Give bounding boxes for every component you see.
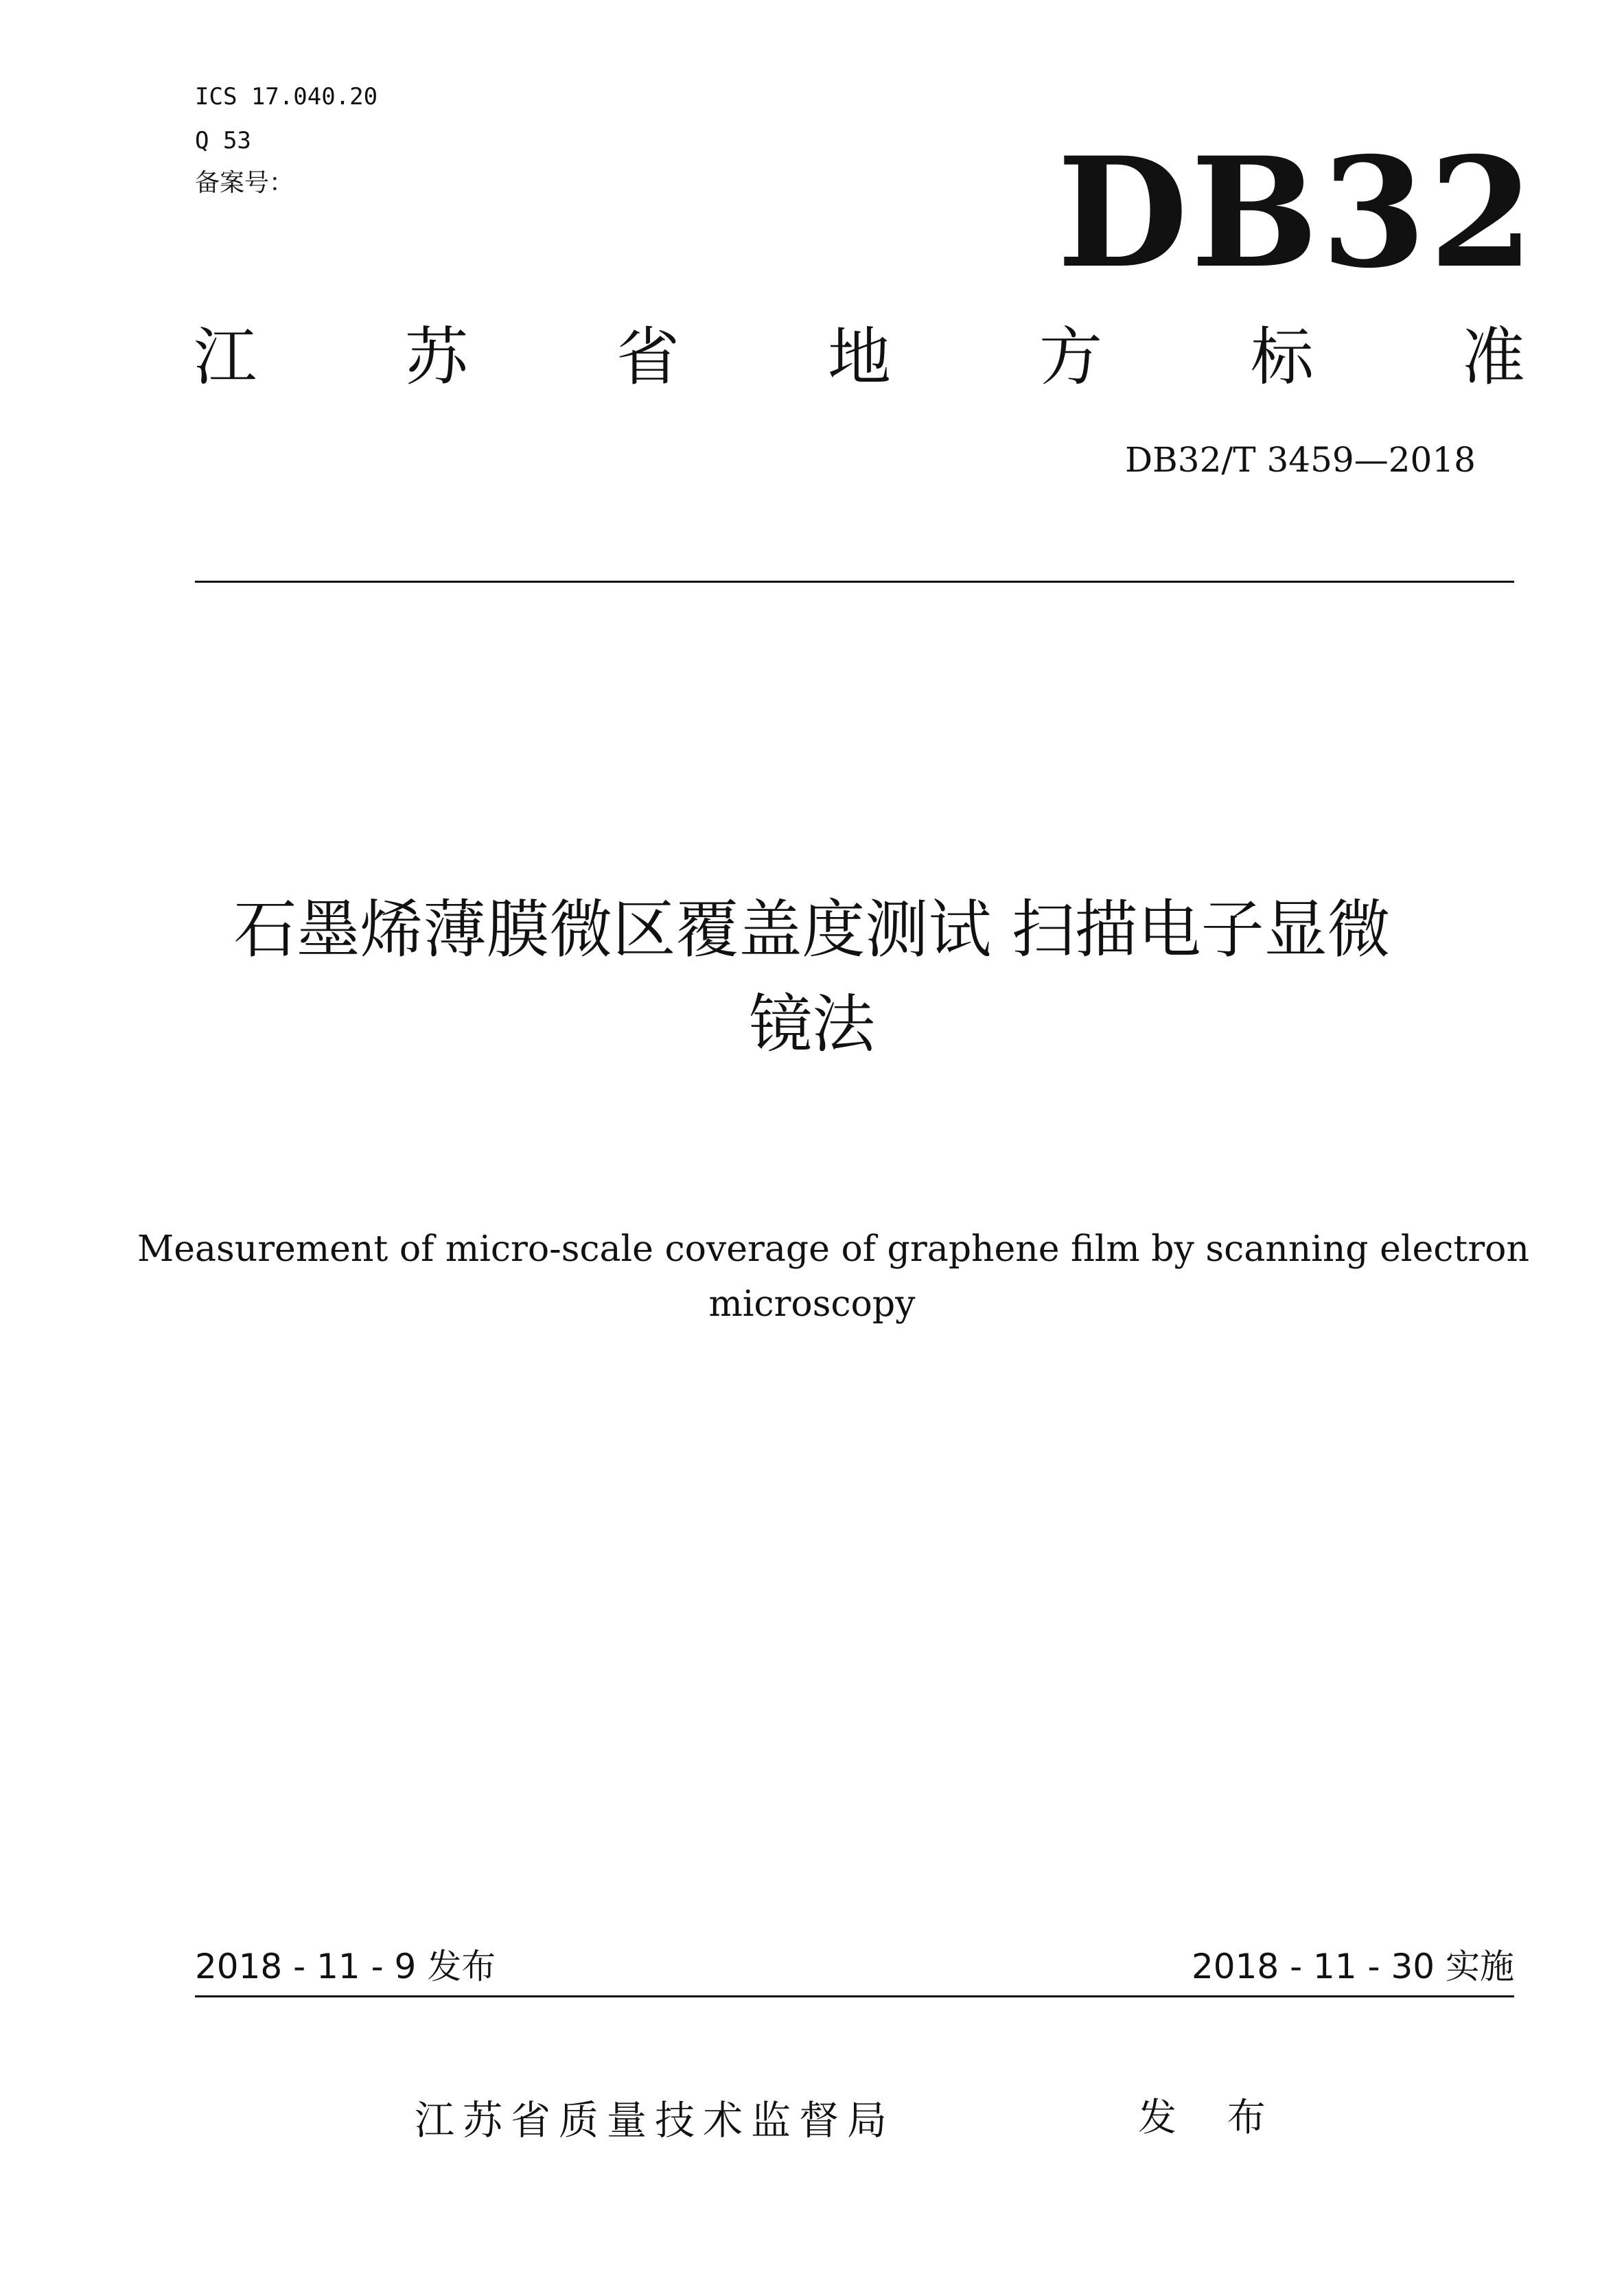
db-code-mark: DB32 bbox=[1057, 124, 1537, 301]
standard-type-char: 江 bbox=[194, 321, 257, 394]
standard-type-char: 方 bbox=[1039, 321, 1102, 394]
bottom-divider bbox=[195, 1995, 1514, 1997]
english-title bbox=[137, 1222, 1529, 1332]
implementation-date: 2018 - 11 - 30 实施 bbox=[1191, 1947, 1514, 1986]
chinese-title bbox=[103, 883, 1521, 1072]
publish-label: 发 布 bbox=[1138, 2096, 1285, 2140]
chinese-title-line-2: 镜法 bbox=[748, 988, 875, 1061]
clc-code: Q 53 bbox=[195, 127, 251, 154]
standard-type-char: 地 bbox=[827, 321, 891, 394]
publisher-name: 江苏省质量技术监督局 bbox=[415, 2097, 896, 2144]
issue-date: 2018 - 11 - 9 发布 bbox=[195, 1947, 496, 1986]
record-number-label: 备案号： bbox=[195, 169, 294, 197]
standard-type-char: 标 bbox=[1250, 321, 1314, 394]
standard-type-char: 省 bbox=[616, 321, 680, 394]
english-title-line-2: microscopy bbox=[708, 1284, 916, 1325]
top-divider bbox=[195, 581, 1514, 583]
standard-type-char: 苏 bbox=[404, 321, 468, 394]
chinese-title-line-1: 石墨烯薄膜微区覆盖度测试 扫描电子显微 bbox=[233, 893, 1391, 966]
standard-number: DB32/T 3459—2018 bbox=[1124, 440, 1476, 480]
ics-code: ICS 17.040.20 bbox=[195, 83, 378, 111]
english-title-line-1: Measurement of micro-scale coverage of graphene film by scanning electron bbox=[137, 1229, 1529, 1270]
standard-type-char: 准 bbox=[1461, 321, 1525, 394]
standard-type-heading bbox=[194, 320, 1525, 395]
